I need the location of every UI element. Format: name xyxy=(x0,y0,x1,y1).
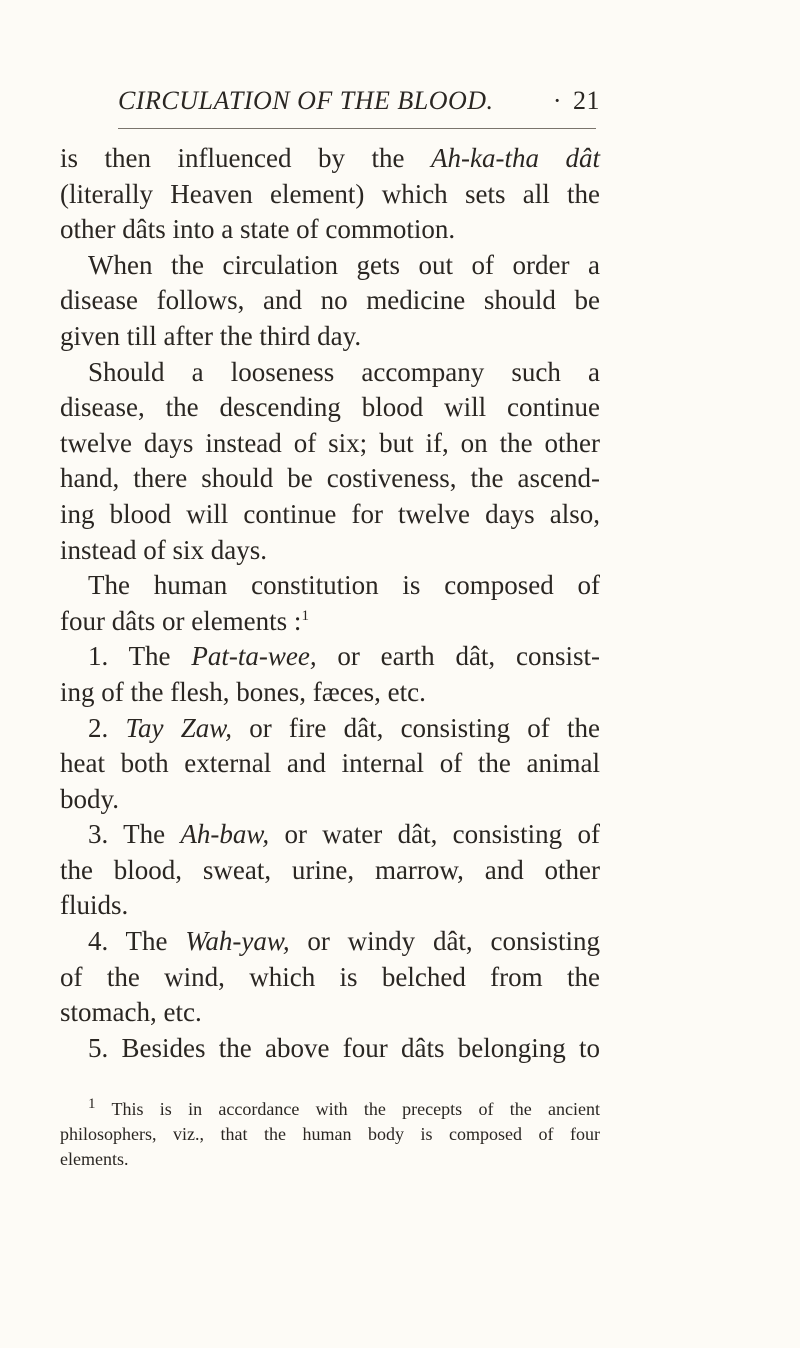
text-line: 3. The Ah-baw, or water dât, consisting of xyxy=(88,819,600,850)
text-line: 2. Tay Zaw, or fire dât, consisting of the xyxy=(88,712,600,743)
footnote-line: philosophers, viz., that the human body is composed of four xyxy=(60,1124,600,1144)
header-rule xyxy=(118,128,596,129)
footnote-ref: 1 xyxy=(301,607,309,624)
text-line: 5. Besides the above four dâts belonging to xyxy=(88,1032,600,1063)
text-line: twelve days instead of six; but if, on the other xyxy=(60,427,600,458)
text-line: fluids. xyxy=(60,890,129,921)
text-line: The human constitution is composed of xyxy=(88,570,600,601)
page-number: 21 xyxy=(573,86,600,115)
text-line: stomach, etc. xyxy=(60,997,202,1028)
text-line: the blood, sweat, urine, marrow, and other xyxy=(60,854,600,885)
text-line: four dâts or elements :$^1$ xyxy=(60,605,309,636)
text-line: disease, the descending blood will continue xyxy=(60,392,600,423)
footnote-mark: 1 xyxy=(88,1096,96,1112)
footnote xyxy=(60,1097,600,1172)
text-line: heat both external and internal of the animal xyxy=(60,748,600,779)
text-line: is then influenced by the Ah-ka-tha dât xyxy=(60,143,600,173)
text-line: other dâts into a state of commotion. xyxy=(60,214,456,245)
text-line: When the circulation gets out of order a xyxy=(88,249,600,280)
text-line: Should a looseness accompany such a xyxy=(88,356,600,387)
text-line: hand, there should be costiveness, the ascend- xyxy=(60,463,600,494)
footnote-line: $^1$ This is in accordance with the precepts of the ancient xyxy=(88,1096,600,1119)
text-line: (literally Heaven element) which sets all the xyxy=(60,178,600,209)
body-text xyxy=(60,141,600,1066)
running-head xyxy=(118,86,600,116)
text-line: ing blood will continue for twelve days also, xyxy=(60,498,600,529)
text-line: disease follows, and no medicine should be xyxy=(60,285,600,316)
text-line: body. xyxy=(60,783,119,814)
text-line: given till after the third day. xyxy=(60,320,362,351)
footnote-line: elements. xyxy=(60,1149,129,1169)
text-line: 1. The Pat-ta-wee, or earth dât, consist- xyxy=(88,641,600,672)
running-head-dot: · xyxy=(552,86,562,115)
text-line: 4. The Wah-yaw, or windy dât, consisting xyxy=(88,926,600,957)
running-head-title: CIRCULATION OF THE BLOOD. xyxy=(118,86,494,115)
text-line: instead of six days. xyxy=(60,534,267,565)
text-line: ing of the flesh, bones, fæces, etc. xyxy=(60,676,426,707)
text-line: of the wind, which is belched from the xyxy=(60,961,600,992)
